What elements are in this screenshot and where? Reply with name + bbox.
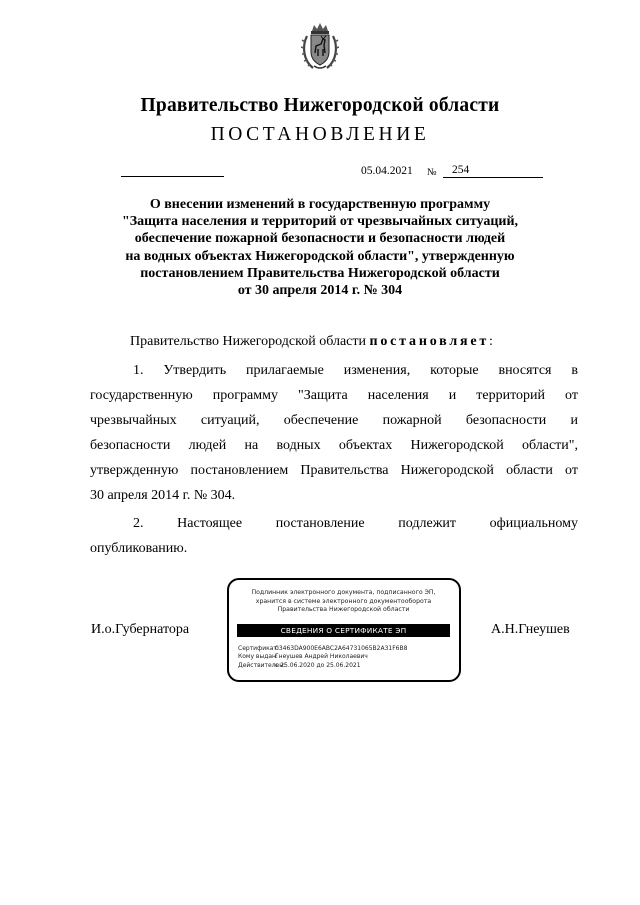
stamp-header-line: Подлинник электронного документа, подписанного ЭП, [251, 589, 436, 596]
decrees-colon: : [489, 334, 493, 349]
stamp-header-line: хранится в системе электронного документооборота [255, 597, 432, 605]
blank-line [121, 176, 224, 177]
owner-label: Кому выдан: [238, 653, 278, 661]
subject-line: "Защита населения и территорий от чрезвычайных ситуаций, [121, 214, 519, 230]
document-number: 254 [452, 164, 470, 176]
paragraph-line: опубликованию. [90, 541, 188, 556]
stamp-certificate-info [238, 645, 407, 670]
subject-line: от 30 апреля 2014 г. № 304 [237, 283, 403, 299]
paragraph-line: утвержденную постановлением Правительства Нижегородской области от [90, 463, 578, 478]
intro-line [130, 334, 618, 354]
subject-line: обеспечение пожарной безопасности и безопасности людей [134, 231, 506, 247]
paragraph-line: чрезвычайных ситуаций, обеспечение пожарной безопасности и [90, 413, 578, 428]
coat-of-arms-icon [301, 22, 339, 72]
owner-value: Гнеушев Андрей Николаевич [275, 653, 368, 661]
paragraph-line: 30 апреля 2014 г. № 304. [90, 488, 236, 503]
stamp-certificate-title: СВЕДЕНИЯ О СЕРТИФИКАТЕ ЭП [237, 624, 450, 637]
signatory-position: И.о.Губернатора [91, 622, 190, 637]
stamp-header-line: Правительства Нижегородской области [277, 606, 410, 614]
decrees-word: постановляет [369, 334, 490, 349]
org-title: Правительство Нижегородской области [140, 95, 500, 116]
stamp-header [229, 589, 458, 615]
valid-value: с 25.06.2020 до 25.06.2021 [275, 661, 361, 669]
paragraph-line: 1. Утвердить прилагаемые изменения, которые вносятся в [133, 363, 578, 378]
cert-value: 03463DA900E6ABC2A64731065B2A31F6B8 [275, 645, 408, 652]
electronic-signature-stamp [227, 578, 461, 682]
document-subject [0, 196, 640, 299]
cert-label: Сертификат: [238, 645, 279, 652]
document-type: ПОСТАНОВЛЕНИЕ [210, 124, 430, 145]
signatory-name: А.Н.Гнеушев [491, 622, 570, 637]
paragraph-line: 2. Настоящее постановление подлежит официальному [133, 516, 578, 531]
intro-text: Правительство Нижегородской области [130, 334, 370, 349]
number-sign: № [427, 167, 437, 178]
subject-line: на водных объектах Нижегородской области", утвержденную [125, 248, 515, 264]
valid-label: Действителен: [238, 661, 286, 669]
subject-line: постановлением Правительства Нижегородской области [140, 265, 500, 281]
number-underline [443, 177, 543, 178]
paragraph-line: безопасности людей на водных объектах Нижегородской области", [90, 438, 578, 453]
paragraph-line: государственную программу "Защита населения и территорий от [90, 388, 578, 403]
document-date: 05.04.2021 [361, 165, 413, 177]
subject-line: О внесении изменений в государственную программу [149, 197, 491, 212]
